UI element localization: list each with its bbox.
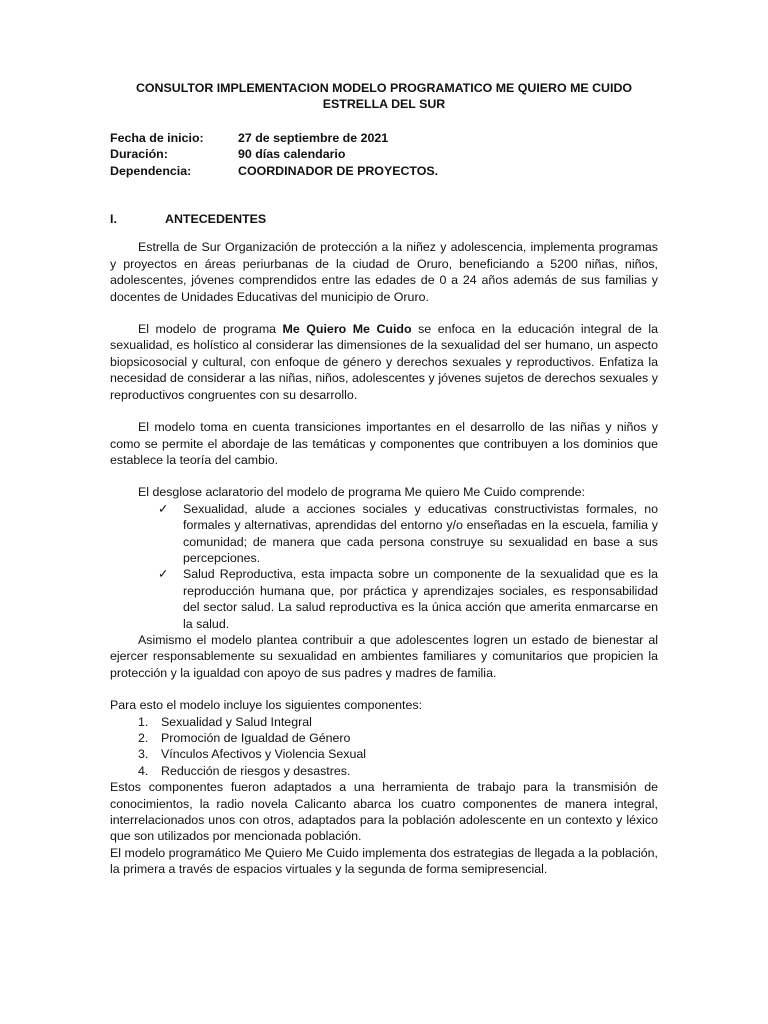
section-heading xyxy=(110,211,658,227)
meta-value: 90 días calendario xyxy=(238,147,346,162)
meta-value: COORDINADOR DE PROYECTOS. xyxy=(238,163,439,178)
list-item-text: Promoción de Igualdad de Género xyxy=(161,731,351,745)
meta-row-start-date xyxy=(110,130,658,146)
list-item xyxy=(138,730,658,746)
list-item-text: Sexualidad y Salud Integral xyxy=(161,714,312,729)
list-number: 2. xyxy=(138,731,149,745)
components-list xyxy=(110,714,658,780)
paragraph-model xyxy=(110,321,658,403)
paragraph-text: se enfoca en la educación integral de la sexualidad, es holístico al considerar las dimensiones de la sexualidad del ser humano, un aspecto biopsicosocial y cultural, con enfoque de género y derechos sexuales y reproductivos. Enfatiza la necesidad de considerar a las niñas, niños, adolescentes y jóvenes sujetos de derechos sexuales y reproductivos congruentes con su desarrollo. xyxy=(110,322,658,402)
paragraph-intro: Estrella de Sur Organización de protección a la niñez y adolescencia, implementa programas y proyectos en áreas periurbanas de la ciudad de Oruro, beneficiando a 5200 niñas, niños, adolescentes, jóvenes comprendidos entre las edades de 0 a 24 años además de sus familias y docentes de Unidades Educativas del municipio de Oruro. xyxy=(110,240,658,304)
list-item-text: Sexualidad, alude a acciones sociales y educativas constructivistas formales, no formales y alternativas, aprendidas del entorno y/o enseñadas en la escuela, familia y comunidad; de manera que cada persona construye su sexualidad en base a sus percepciones. xyxy=(183,501,658,565)
paragraph-transitions: El modelo toma en cuenta transiciones importantes en el desarrollo de las niñas y niños y como se permite el abordaje de las temáticas y componentes que contribuyen a los dominios que establece la teoría del cambio. xyxy=(110,420,658,467)
paragraph-strategies: El modelo programático Me Quiero Me Cuido implementa dos estrategias de llegada a la población, la primera a través de espacios virtuales y la segunda de forma semipresencial. xyxy=(110,845,658,877)
check-icon: ✓ xyxy=(158,567,169,582)
meta-block xyxy=(110,130,658,179)
list-item xyxy=(158,566,658,632)
paragraph-radio-novela: Estos componentes fueron adaptados a una herramienta de trabajo para la transmisión de conocimientos, la radio novela Calicanto abarca los cuatro componentes de manera integral, interrelacionados unos con otros, adaptados para la población adolescente en un contexto y léxico que son utilizados por mencionada población. xyxy=(110,780,658,844)
program-name: Me Quiero Me Cuido xyxy=(282,322,412,337)
paragraph-text: El modelo de programa xyxy=(138,322,283,337)
meta-value: 27 de septiembre de 2021 xyxy=(238,130,389,145)
paragraph-breakdown: El desglose aclaratorio del modelo de programa Me quiero Me Cuido comprende: xyxy=(138,485,585,500)
list-item xyxy=(138,714,658,730)
meta-row-duration xyxy=(110,146,658,162)
meta-label: Duración: xyxy=(110,147,168,162)
meta-label: Dependencia: xyxy=(110,163,192,178)
list-number: 1. xyxy=(138,714,149,729)
meta-row-dependency xyxy=(110,163,658,179)
paragraph-components-intro: Para esto el modelo incluye los siguientes componentes: xyxy=(110,698,423,713)
breakdown-list xyxy=(110,501,658,632)
meta-label: Fecha de inicio: xyxy=(110,130,204,145)
list-item-text: Reducción de riesgos y desastres. xyxy=(161,763,351,778)
section-title: ANTECEDENTES xyxy=(165,212,267,227)
section-number: I. xyxy=(110,212,117,227)
paragraph-wellbeing: Asimismo el modelo plantea contribuir a que adolescentes logren un estado de bienestar al ejercer responsablemente su sexualidad en ambientes familiares y comunitarios que propicien la protección y la igualdad con apoyo de sus padres y madres de familia. xyxy=(110,632,658,680)
list-number: 3. xyxy=(138,747,149,762)
list-item-text: Salud Reproductiva, esta impacta sobre un componente de la sexualidad que es la reproducción humana que, por práctica y aprendizajes sociales, es responsabilidad del sector salud. La salud reproductiva es la única acción que amerita enmarcarse en la salud. xyxy=(183,567,658,631)
list-item xyxy=(138,746,658,762)
check-icon: ✓ xyxy=(158,501,169,516)
list-item-text: Vínculos Afectivos y Violencia Sexual xyxy=(161,747,367,762)
list-number: 4. xyxy=(138,763,149,778)
document-title: CONSULTOR IMPLEMENTACION MODELO PROGRAMATICO ME QUIERO ME CUIDO ESTRELLA DEL SUR xyxy=(135,81,633,112)
list-item xyxy=(158,501,658,567)
list-item xyxy=(138,763,658,779)
